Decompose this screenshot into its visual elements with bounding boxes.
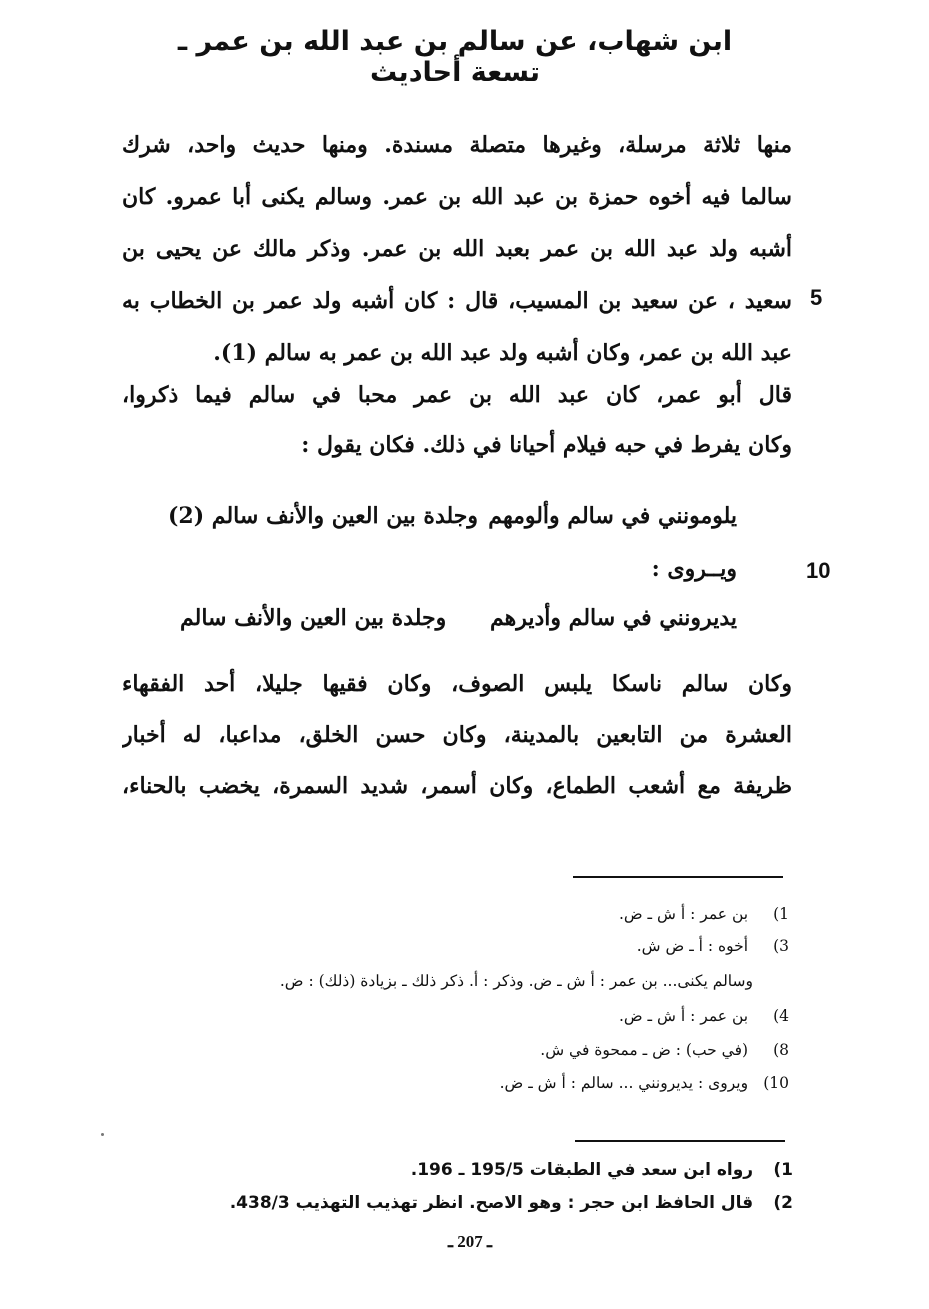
footnote-number: 1) [773, 1160, 793, 1180]
variant-note-continuation [280, 966, 753, 996]
verse-1-first-hemistich: يلومونني في سالم وألومهم [488, 503, 737, 529]
footnotes-divider [575, 1140, 785, 1142]
note-number: 3) [773, 937, 789, 955]
variant-note [637, 931, 789, 961]
scan-speck [101, 1133, 104, 1136]
line-number-10: 10 [806, 558, 831, 583]
footnote-text: رواه ابن سعد في الطبقات 195/5 ـ 196. [410, 1160, 754, 1180]
paragraph-line: وكان يفرط في حبه فيلام أحيانا في ذلك. فكان يقول : [301, 432, 792, 458]
footnote-number: 2) [773, 1193, 793, 1213]
paragraph-line: سالما فيه أخوه حمزة بن عبد الله بن عمر. وسالم يكنى أبا عمرو. كان [122, 184, 792, 210]
paragraph-line: وكان سالم ناسكا يلبس الصوف، وكان فقيها جليلا، أحد الفقهاء [122, 671, 792, 697]
note-text: أخوه : أ ـ ض ش. [636, 937, 749, 955]
note-text: (في حب) : ض ـ ممحوة في ش. [540, 1041, 749, 1059]
variant-note [619, 899, 789, 929]
paragraph-line: قال أبو عمر، كان عبد الله بن عمر محبا في سالم فيما ذكروا، [122, 382, 792, 408]
verse-2-first-hemistich: يديرونني في سالم وأديرهم [489, 605, 737, 631]
page-number: ـ 207 ـ [448, 1232, 492, 1251]
note-number: 8) [773, 1041, 789, 1059]
variant-note [619, 1001, 789, 1031]
notes-divider [573, 876, 783, 878]
note-text: بن عمر : أ ش ـ ض. [618, 1007, 749, 1025]
note-number: 4) [773, 1007, 789, 1025]
paragraph-line: سعيد ، عن سعيد بن المسيب، قال : كان أشبه ولد عمر بن الخطاب به [122, 288, 792, 314]
note-text: وسالم يكنى... بن عمر : أ ش ـ ض. وذكر : أ. ذكر ذلك ـ بزيادة (ذلك) : ض. [279, 972, 753, 990]
paragraph-line: العشرة من التابعين بالمدينة، وكان حسن الخلق، مداعبا، له أخبار [122, 722, 792, 748]
note-text: بن عمر : أ ش ـ ض. [618, 905, 749, 923]
note-number: 1) [773, 905, 789, 923]
paragraph-line: منها ثلاثة مرسلة، وغيرها متصلة مسندة. ومنها حديث واحد، شرك [122, 132, 792, 158]
line-number-5: 5 [810, 285, 823, 310]
paragraph-line: عبد الله بن عمر، وكان أشبه ولد عبد الله بن عمر به سالم (1). [213, 340, 792, 366]
paragraph-line: ظريفة مع أشعب الطماع، وكان أسمر، شديد السمرة، يخضب بالحناء، [122, 773, 792, 799]
note-number: 10) [763, 1074, 789, 1092]
variant-note [500, 1068, 789, 1098]
note-text: ويروى : يديرونني ... سالم : أ ش ـ ض. [499, 1074, 749, 1092]
variant-label: ويــروى : [651, 556, 737, 582]
paragraph-line: أشبه ولد عبد الله بن عمر بعبد الله بن عمر. وذكر مالك عن يحيى بن [122, 236, 792, 262]
footnote [230, 1188, 793, 1218]
verse-1-second-hemistich: وجلدة بين العين والأنف سالم (2) [168, 503, 479, 529]
verse-2-second-hemistich: وجلدة بين العين والأنف سالم [180, 605, 447, 631]
variant-note [540, 1035, 789, 1065]
page-title: ابن شهاب، عن سالم بن عبد الله بن عمر ـ تسعة أحاديث [177, 26, 733, 88]
footnote-text: قال الحافظ ابن حجر : وهو الاصح. انظر تهذيب التهذيب 438/3. [229, 1193, 754, 1213]
footnote [411, 1155, 793, 1185]
